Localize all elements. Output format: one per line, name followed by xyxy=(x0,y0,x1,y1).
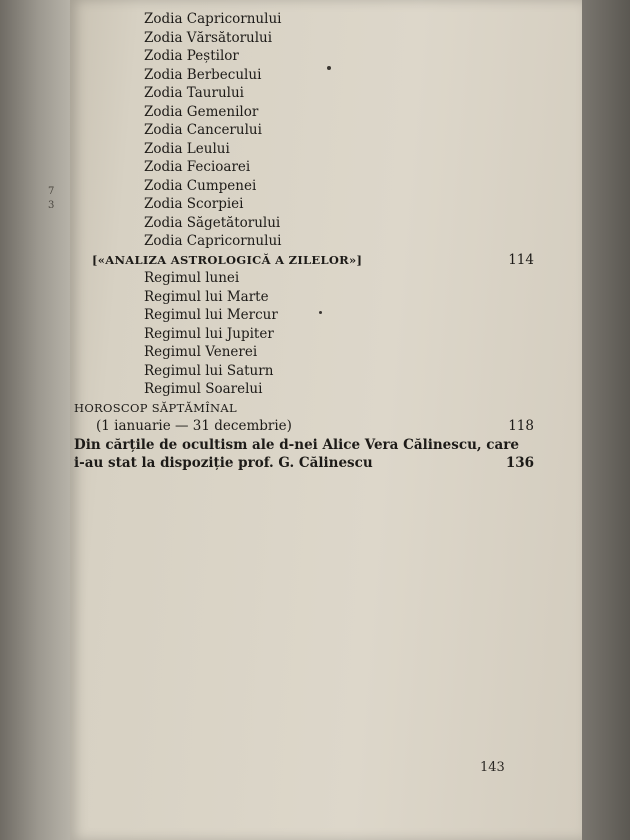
toc-section-analiza xyxy=(74,251,534,270)
toc-item: Zodia Scorpiei xyxy=(144,196,244,212)
toc-section-carti xyxy=(74,454,534,473)
toc-item: Zodia Cancerului xyxy=(144,122,262,138)
toc-page-number: 118 xyxy=(508,418,534,434)
toc-item: Regimul lunei xyxy=(144,270,240,286)
left-page-edge xyxy=(0,0,70,840)
toc-item: Regimul lui Jupiter xyxy=(144,325,274,342)
toc-item: Zodia Taurului xyxy=(144,85,244,101)
toc-page-number: 136 xyxy=(505,455,534,471)
toc-item: Regimul Soarelui xyxy=(144,381,263,397)
toc-item: Zodia Gemenilor xyxy=(144,103,259,120)
toc-item: Regimul lui Saturn xyxy=(144,362,274,379)
toc-heading: [«ANALIZA ASTROLOGICĂ A ZILELOR»] xyxy=(92,252,363,267)
toc-page-number: 114 xyxy=(508,251,534,268)
left-edge-mark: 3 xyxy=(48,200,55,211)
toc-item: Zodia Capricornului xyxy=(144,11,282,27)
toc-item: Zodia Peștilor xyxy=(144,48,239,64)
toc-item: Zodia Capricornului xyxy=(144,233,282,249)
background-right xyxy=(582,0,630,840)
toc-item: Zodia Săgetătorului xyxy=(144,214,281,231)
toc-item: Din cărțile de ocultism ale d-nei Alice Vera Călinescu, care xyxy=(74,436,519,453)
table-of-contents xyxy=(74,10,534,473)
page-number: 143 xyxy=(480,760,505,775)
left-edge-mark: 7 xyxy=(48,186,55,197)
toc-section-horoscop xyxy=(74,417,534,436)
toc-item: Zodia Cumpenei xyxy=(144,177,257,194)
ink-dot xyxy=(319,311,322,314)
toc-item: Zodia Berbecului xyxy=(144,66,262,83)
toc-item: Zodia Vărsătorului xyxy=(144,29,273,46)
toc-item: i-au stat la dispoziție prof. G. Călinescu xyxy=(74,455,373,471)
toc-item: Regimul lui Marte xyxy=(144,288,269,305)
ink-dot xyxy=(327,66,331,70)
toc-item: Regimul Venerei xyxy=(144,344,258,360)
toc-heading: HOROSCOP SĂPTĂMÎNAL xyxy=(74,400,237,415)
toc-item: Zodia Leului xyxy=(144,140,230,157)
toc-item: Regimul lui Mercur xyxy=(144,307,278,323)
toc-item: Zodia Fecioarei xyxy=(144,159,251,175)
toc-item: (1 ianuarie — 31 decembrie) xyxy=(96,418,292,434)
